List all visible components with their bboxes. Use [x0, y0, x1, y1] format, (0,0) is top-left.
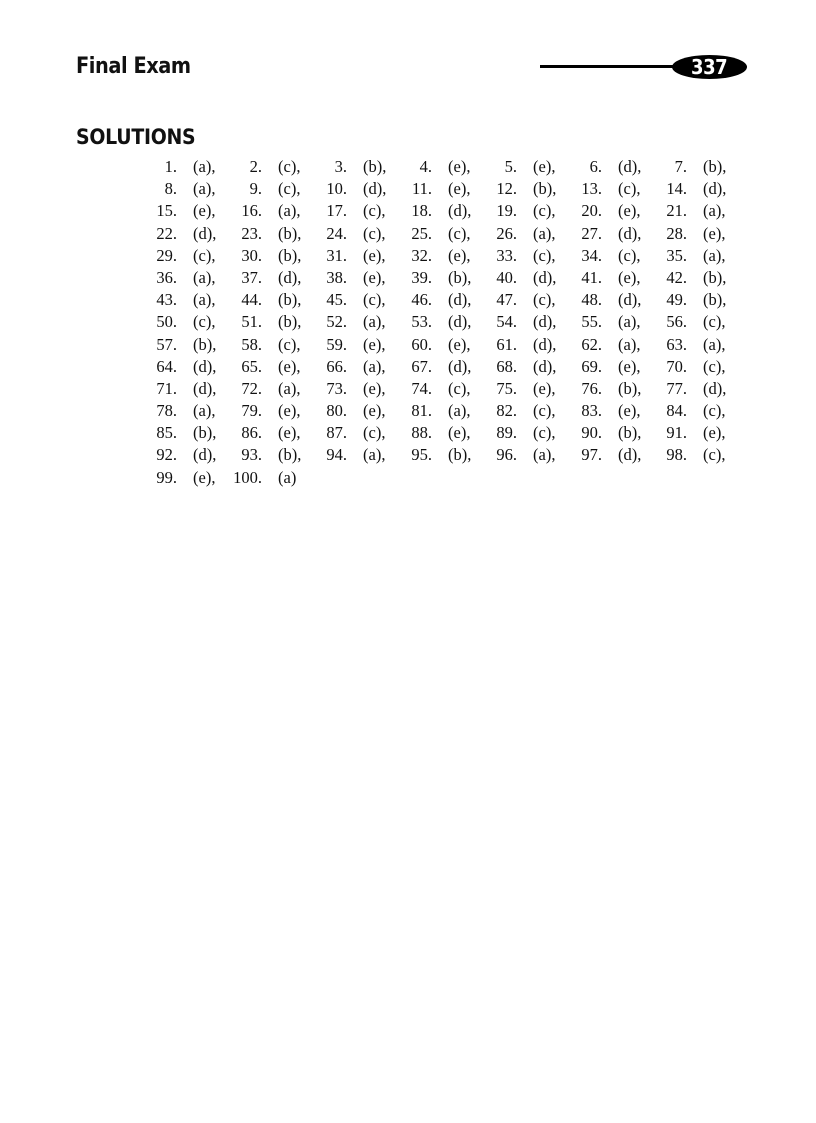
- answer-number: 54.: [496, 312, 517, 332]
- answer-choice: (d),: [533, 267, 557, 287]
- answer-number: 64.: [156, 356, 177, 376]
- answer-choice: (b),: [278, 245, 302, 265]
- answer-number: 27.: [581, 223, 602, 243]
- answer-choice: (a),: [618, 334, 641, 354]
- page-number: 337: [691, 55, 728, 79]
- answer-number: 25.: [411, 223, 432, 243]
- answer-choice: (e),: [278, 401, 301, 421]
- answer-number: 46.: [411, 290, 432, 310]
- answer-choice: (e),: [703, 223, 726, 243]
- answer-choice: (b),: [618, 378, 642, 398]
- answer-number: 36.: [156, 267, 177, 287]
- answer-number: 45.: [326, 290, 347, 310]
- answer-choice: (e),: [448, 179, 471, 199]
- answer-number: 9.: [249, 179, 262, 199]
- answer-choice: (b),: [278, 445, 302, 465]
- answer-choice: (a),: [703, 201, 726, 221]
- answer-choice: (a),: [703, 334, 726, 354]
- answer-choice: (e),: [448, 423, 471, 443]
- answer-choice: (d),: [278, 267, 302, 287]
- answer-choice: (d),: [533, 356, 557, 376]
- answer-choice: (d),: [193, 223, 217, 243]
- answer-number: 69.: [581, 356, 602, 376]
- answer-choice: (a),: [363, 445, 386, 465]
- answer-key-grid: [142, 156, 737, 489]
- answer-number: 72.: [241, 378, 262, 398]
- answer-number: 34.: [581, 245, 602, 265]
- answer-choice: (b),: [703, 267, 727, 287]
- answer-choice: (e),: [448, 157, 471, 176]
- answer-choice: (b),: [363, 157, 387, 176]
- answer-number: 33.: [496, 245, 517, 265]
- page-header: [0, 0, 816, 100]
- answer-choice: (c),: [363, 223, 386, 243]
- answer-number: 86.: [241, 423, 262, 443]
- answer-number: 11.: [411, 179, 432, 199]
- answer-number: 51.: [241, 312, 262, 332]
- answer-number: 73.: [326, 378, 347, 398]
- answer-number: 35.: [666, 245, 687, 265]
- answer-choice: (b),: [278, 290, 302, 310]
- answer-choice: (d),: [533, 334, 557, 354]
- answer-number: 38.: [326, 267, 347, 287]
- answer-number: 80.: [326, 401, 347, 421]
- chapter-title: Final Exam: [76, 54, 191, 79]
- answer-choice: (d),: [618, 290, 642, 310]
- answer-choice: (b),: [278, 223, 302, 243]
- answer-choice: (e),: [363, 334, 386, 354]
- answer-number: 58.: [241, 334, 262, 354]
- page-number-badge: [672, 55, 747, 79]
- answer-choice: (a): [278, 467, 297, 487]
- answer-number: 61.: [496, 334, 517, 354]
- answer-choice: (a),: [278, 201, 301, 221]
- answer-choice: (d),: [193, 445, 217, 465]
- answer-number: 15.: [156, 201, 177, 221]
- answer-number: 85.: [156, 423, 177, 443]
- answer-choice: (e),: [703, 423, 726, 443]
- answer-number: 50.: [156, 312, 177, 332]
- answer-number: 63.: [666, 334, 687, 354]
- answer-number: 30.: [241, 245, 262, 265]
- answer-number: 39.: [411, 267, 432, 287]
- answer-choice: (c),: [363, 290, 386, 310]
- answer-number: 99.: [156, 467, 177, 487]
- answer-number: 13.: [581, 179, 602, 199]
- answer-number: 59.: [326, 334, 347, 354]
- answer-number: 60.: [411, 334, 432, 354]
- answer-number: 10.: [326, 179, 347, 199]
- answer-choice: (e),: [363, 267, 386, 287]
- answer-number: 95.: [411, 445, 432, 465]
- answer-number: 92.: [156, 445, 177, 465]
- answer-number: 75.: [496, 378, 517, 398]
- answer-choice: (c),: [618, 179, 641, 199]
- answer-choice: (d),: [618, 445, 642, 465]
- answer-number: 4.: [419, 157, 432, 176]
- answer-choice: (d),: [618, 157, 642, 176]
- answer-number: 97.: [581, 445, 602, 465]
- answer-choice: (e),: [533, 157, 556, 176]
- answer-number: 52.: [326, 312, 347, 332]
- answer-number: 5.: [504, 157, 517, 176]
- answer-number: 65.: [241, 356, 262, 376]
- answer-choice: (c),: [533, 245, 556, 265]
- answer-number: 1.: [164, 157, 177, 176]
- answer-choice: (b),: [533, 179, 557, 199]
- answer-choice: (a),: [193, 401, 216, 421]
- answer-choice: (e),: [618, 201, 641, 221]
- answer-number: 18.: [411, 201, 432, 221]
- answer-choice: (b),: [193, 334, 217, 354]
- answer-number: 88.: [411, 423, 432, 443]
- answer-choice: (e),: [363, 401, 386, 421]
- answer-choice: (d),: [448, 290, 472, 310]
- answer-choice: (e),: [363, 245, 386, 265]
- answer-number: 49.: [666, 290, 687, 310]
- answer-choice: (e),: [448, 334, 471, 354]
- answer-choice: (d),: [193, 356, 217, 376]
- answer-number: 41.: [581, 267, 602, 287]
- answer-number: 66.: [326, 356, 347, 376]
- answer-number: 44.: [241, 290, 262, 310]
- answer-number: 78.: [156, 401, 177, 421]
- answer-choice: (e),: [448, 245, 471, 265]
- answer-number: 40.: [496, 267, 517, 287]
- answer-choice: (c),: [703, 312, 726, 332]
- answer-choice: (b),: [448, 267, 472, 287]
- answer-choice: (c),: [533, 290, 556, 310]
- answer-number: 42.: [666, 267, 687, 287]
- answer-number: 62.: [581, 334, 602, 354]
- answer-choice: (c),: [448, 223, 471, 243]
- answer-choice: (b),: [193, 423, 217, 443]
- answer-choice: (c),: [703, 445, 726, 465]
- answer-choice: (a),: [363, 356, 386, 376]
- answer-number: 7.: [674, 157, 687, 176]
- answer-number: 17.: [326, 201, 347, 221]
- answer-choice: (a),: [448, 401, 471, 421]
- answer-choice: (e),: [278, 356, 301, 376]
- answer-choice: (e),: [193, 201, 216, 221]
- answer-choice: (e),: [618, 356, 641, 376]
- answer-number: 68.: [496, 356, 517, 376]
- answer-number: 87.: [326, 423, 347, 443]
- answer-choice: (b),: [278, 312, 302, 332]
- answer-number: 6.: [589, 157, 602, 176]
- answer-number: 29.: [156, 245, 177, 265]
- answer-number: 31.: [326, 245, 347, 265]
- answer-number: 2.: [249, 157, 262, 176]
- answer-number: 19.: [496, 201, 517, 221]
- answer-number: 79.: [241, 401, 262, 421]
- section-title: SOLUTIONS: [76, 125, 196, 149]
- answer-number: 83.: [581, 401, 602, 421]
- answer-choice: (e),: [618, 401, 641, 421]
- answer-choice: (c),: [703, 401, 726, 421]
- answer-number: 84.: [666, 401, 687, 421]
- answer-number: 71.: [156, 378, 177, 398]
- answer-choice: (a),: [193, 179, 216, 199]
- answer-choice: (a),: [618, 312, 641, 332]
- answer-number: 96.: [496, 445, 517, 465]
- answer-choice: (a),: [193, 267, 216, 287]
- answer-choice: (c),: [363, 201, 386, 221]
- answer-choice: (a),: [193, 290, 216, 310]
- answer-number: 16.: [241, 201, 262, 221]
- answer-number: 23.: [241, 223, 262, 243]
- answer-number: 91.: [666, 423, 687, 443]
- answer-choice: (c),: [703, 356, 726, 376]
- answer-number: 94.: [326, 445, 347, 465]
- answer-number: 3.: [334, 157, 347, 176]
- answer-number: 20.: [581, 201, 602, 221]
- answer-number: 48.: [581, 290, 602, 310]
- answer-choice: (c),: [533, 401, 556, 421]
- answer-choice: (e),: [363, 378, 386, 398]
- answer-choice: (e),: [278, 423, 301, 443]
- answer-number: 43.: [156, 290, 177, 310]
- answer-choice: (c),: [193, 245, 216, 265]
- answer-number: 28.: [666, 223, 687, 243]
- answer-choice: (c),: [618, 245, 641, 265]
- answer-choice: (d),: [448, 312, 472, 332]
- answer-number: 81.: [411, 401, 432, 421]
- answer-choice: (a),: [193, 157, 216, 176]
- answer-choice: (c),: [448, 378, 471, 398]
- answer-number: 57.: [156, 334, 177, 354]
- answer-choice: (b),: [618, 423, 642, 443]
- answer-number: 70.: [666, 356, 687, 376]
- answer-number: 12.: [496, 179, 517, 199]
- answer-number: 93.: [241, 445, 262, 465]
- answer-number: 26.: [496, 223, 517, 243]
- answer-choice: (a),: [363, 312, 386, 332]
- answer-choice: (b),: [448, 445, 472, 465]
- answer-choice: (a),: [278, 378, 301, 398]
- answer-number: 53.: [411, 312, 432, 332]
- answer-number: 100.: [233, 467, 262, 487]
- answer-number: 24.: [326, 223, 347, 243]
- answer-choice: (d),: [703, 179, 727, 199]
- answer-number: 21.: [666, 201, 687, 221]
- answer-choice: (a),: [703, 245, 726, 265]
- answer-number: 22.: [156, 223, 177, 243]
- answer-choice: (d),: [703, 378, 727, 398]
- answer-number: 77.: [666, 378, 687, 398]
- answer-number: 14.: [666, 179, 687, 199]
- answer-number: 55.: [581, 312, 602, 332]
- answer-number: 98.: [666, 445, 687, 465]
- answer-choice: (c),: [278, 334, 301, 354]
- answer-choice: (c),: [533, 423, 556, 443]
- answer-choice: (e),: [193, 467, 216, 487]
- answer-choice: (d),: [448, 201, 472, 221]
- answer-choice: (b),: [703, 157, 727, 176]
- answer-number: 67.: [411, 356, 432, 376]
- answer-number: 47.: [496, 290, 517, 310]
- answer-choice: (a),: [533, 445, 556, 465]
- answer-number: 32.: [411, 245, 432, 265]
- answer-choice: (d),: [448, 356, 472, 376]
- answer-number: 82.: [496, 401, 517, 421]
- answer-choice: (c),: [193, 312, 216, 332]
- answer-choice: (b),: [703, 290, 727, 310]
- answer-choice: (a),: [533, 223, 556, 243]
- answer-choice: (d),: [618, 223, 642, 243]
- answer-choice: (e),: [533, 378, 556, 398]
- answer-number: 89.: [496, 423, 517, 443]
- answer-number: 8.: [164, 179, 177, 199]
- answer-number: 74.: [411, 378, 432, 398]
- answer-number: 37.: [241, 267, 262, 287]
- answer-choice: (c),: [533, 201, 556, 221]
- answer-choice: (d),: [193, 378, 217, 398]
- answer-choice: (d),: [533, 312, 557, 332]
- answer-number: 76.: [581, 378, 602, 398]
- answer-number: 56.: [666, 312, 687, 332]
- answer-choice: (e),: [618, 267, 641, 287]
- answer-choice: (d),: [363, 179, 387, 199]
- answer-choice: (c),: [278, 179, 301, 199]
- answer-number: 90.: [581, 423, 602, 443]
- answer-choice: (c),: [363, 423, 386, 443]
- answer-choice: (c),: [278, 157, 301, 176]
